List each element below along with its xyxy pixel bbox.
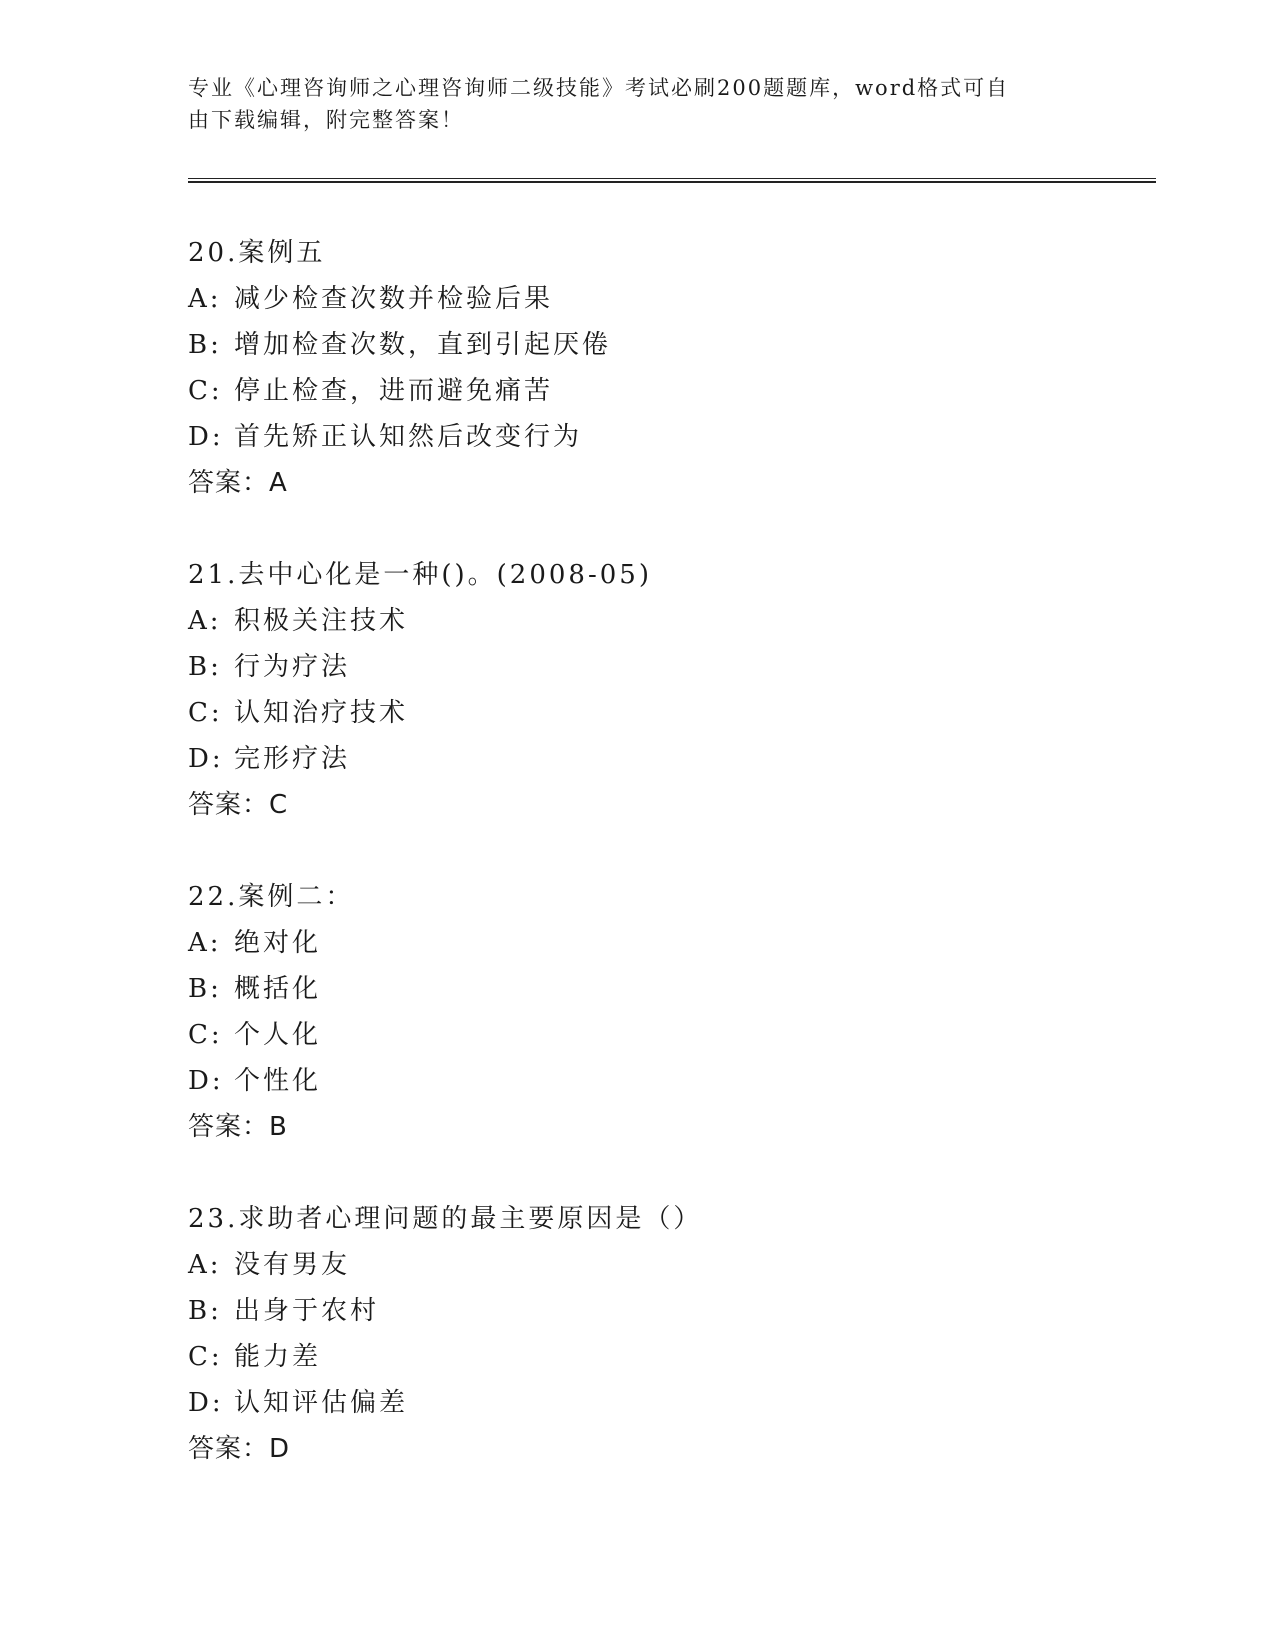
question-23 [188, 1196, 1156, 1472]
option-text: 减少检查次数并检验后果 [234, 284, 554, 314]
option-text: 积极关注技术 [234, 606, 409, 636]
option-text: 完形疗法 [234, 744, 351, 774]
answer-label: 答案：A [188, 468, 288, 498]
option-b [188, 322, 1156, 368]
option-text: 认知治疗技术 [234, 698, 409, 728]
answer-label: 答案：B [188, 1112, 288, 1142]
option-b [188, 1288, 1156, 1334]
option-key: D: [188, 1388, 224, 1418]
option-text: 绝对化 [234, 928, 322, 958]
option-text: 行为疗法 [234, 652, 351, 682]
option-a [188, 920, 1156, 966]
option-text: 首先矫正认知然后改变行为 [234, 422, 583, 452]
option-a [188, 276, 1156, 322]
option-key: A: [188, 1250, 222, 1280]
option-c [188, 1012, 1156, 1058]
option-key: A: [188, 928, 222, 958]
option-key: C: [188, 1020, 223, 1050]
option-c [188, 368, 1156, 414]
option-b [188, 966, 1156, 1012]
option-d [188, 1380, 1156, 1426]
option-key: D: [188, 422, 224, 452]
option-key: B: [188, 652, 222, 682]
option-a [188, 1242, 1156, 1288]
option-key: C: [188, 698, 223, 728]
option-key: C: [188, 1342, 223, 1372]
option-key: B: [188, 1296, 222, 1326]
question-stem: 22.案例二： [188, 882, 355, 912]
option-c [188, 1334, 1156, 1380]
question-stem: 21.去中心化是一种()。(2008-05) [188, 560, 652, 590]
question-21 [188, 552, 1156, 828]
option-b [188, 644, 1156, 690]
option-key: A: [188, 284, 222, 314]
option-key: B: [188, 974, 222, 1004]
document-intro [188, 72, 1068, 136]
option-d [188, 1058, 1156, 1104]
question-stem: 23.求助者心理问题的最主要原因是（） [188, 1204, 703, 1234]
option-text: 停止检查，进而避免痛苦 [234, 376, 554, 406]
option-key: D: [188, 744, 224, 774]
option-text: 个人化 [234, 1020, 322, 1050]
question-stem: 20.案例五 [188, 238, 326, 268]
intro-line-1: 专业《心理咨询师之心理咨询师二级技能》考试必刷200题题库，word格式可自 [188, 76, 1010, 100]
question-22 [188, 874, 1156, 1150]
option-key: B: [188, 330, 222, 360]
intro-line-2: 由下载编辑，附完整答案！ [188, 108, 464, 132]
answer-label: 答案：D [188, 1434, 291, 1464]
option-text: 个性化 [234, 1066, 322, 1096]
option-text: 概括化 [234, 974, 322, 1004]
option-text: 没有男友 [234, 1250, 351, 1280]
option-text: 认知评估偏差 [234, 1388, 409, 1418]
option-text: 能力差 [234, 1342, 322, 1372]
option-key: A: [188, 606, 222, 636]
question-20 [188, 230, 1156, 506]
option-c [188, 690, 1156, 736]
option-text: 增加检查次数，直到引起厌倦 [234, 330, 612, 360]
option-d [188, 736, 1156, 782]
answer-label: 答案：C [188, 790, 289, 820]
option-d [188, 414, 1156, 460]
option-a [188, 598, 1156, 644]
option-key: D: [188, 1066, 224, 1096]
option-text: 出身于农村 [234, 1296, 380, 1326]
header-divider [188, 178, 1156, 183]
option-key: C: [188, 376, 223, 406]
